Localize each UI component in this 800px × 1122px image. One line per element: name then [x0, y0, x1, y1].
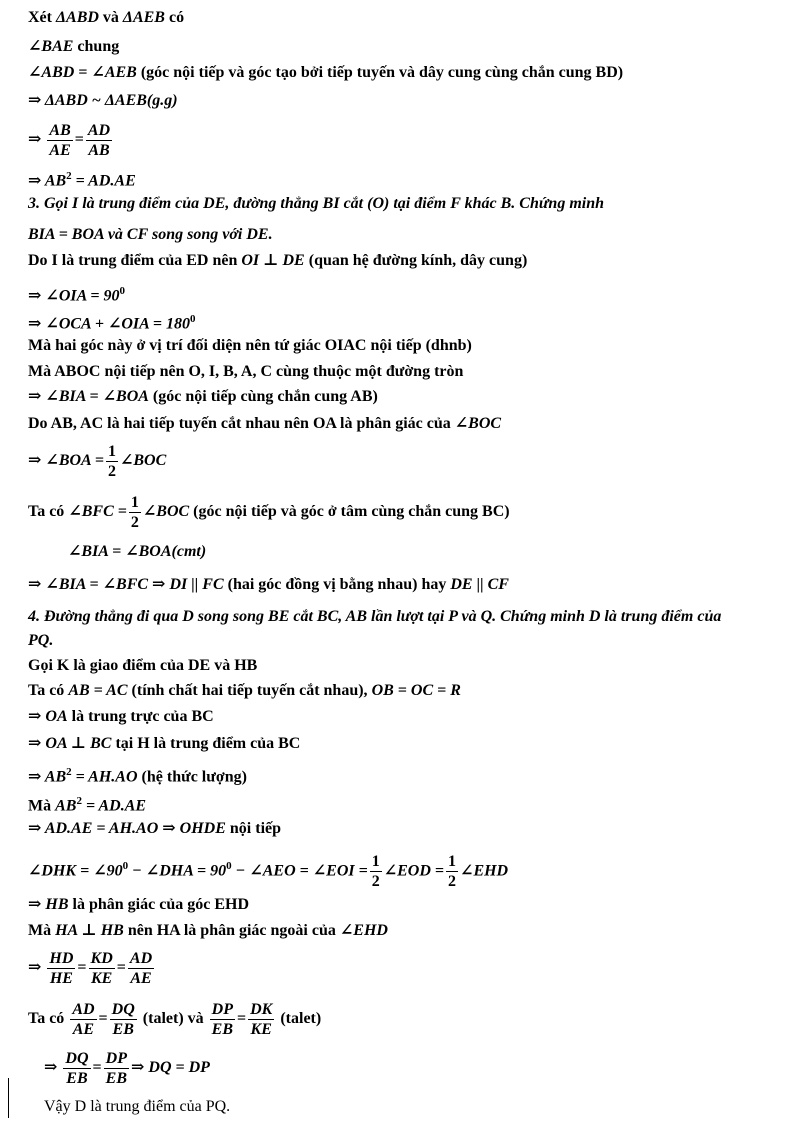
formula-line: ∠DHK = $\angle 90^0$ − ∠DHA = $90^0$ − ∠AEO = ∠EOI = $\frac{1}{2}$ ∠EOD = $\frac{1}{2}$ ∠EHD — [28, 853, 509, 891]
text-line: Do AB, AC là hai tiếp tuyến cắt nhau nên OA là phân giác của ∠BOC — [28, 415, 502, 432]
text-line: ⇒ ∠BIA = ∠BFC ⇒ DI || FC (hai góc đồng vị bằng nhau) hay DE || CF — [28, 576, 509, 593]
fraction: $\frac{DQ}{EB}$ — [65, 1049, 89, 1087]
fraction: $\frac{AD}{AE}$ — [129, 949, 153, 987]
formula-line: ⇒ $\frac{DQ}{EB}$ = $\frac{DP}{EB}$ ⇒ DQ = DP — [44, 1049, 210, 1087]
formula-line: ⇒ $\frac{HD}{HE}$ = $\frac{KD}{KE}$ = $\frac{AD}{AE}$ — [28, 949, 153, 987]
text-line: ∠BAE chung — [28, 38, 120, 55]
text-line: Mà HA ⊥ HB nên HA là phân giác ngoài của ∠EHD — [28, 922, 388, 939]
text-line: ⇒ OA là trung trực của BC — [28, 708, 214, 725]
text-line: Ta có AB = AC (tính chất hai tiếp tuyến cắt nhau), OB = OC = R — [28, 682, 461, 699]
fraction: $\frac{1}{2}$ — [130, 493, 139, 531]
section-3-heading-cont: BIA = BOA và CF song song với DE. — [28, 226, 273, 243]
fraction: $\frac{DK}{KE}$ — [250, 1000, 273, 1038]
fraction: $\frac{KD}{KE}$ — [90, 949, 113, 987]
fraction: $\frac{AD}{AB}$ — [87, 121, 111, 159]
text-line: Gọi K là giao điểm của DE và HB — [28, 657, 258, 674]
formula-line: Ta có $\frac{AD}{AE}$ = $\frac{DQ}{EB}$ (talet) và $\frac{DP}{EB}$ = $\frac{DK}{KE}$ (talet) — [28, 1000, 322, 1038]
fraction: $\frac{1}{2}$ — [371, 853, 380, 891]
text-line: ⇒ HB là phân giác của góc EHD — [28, 896, 249, 913]
text-line: ⇒ $AB^2 = AH.AO$ (hệ thức lượng) — [28, 766, 247, 786]
formula-line: Ta có ∠BFC = $\frac{1}{2}$ ∠BOC (góc nội tiếp và góc ở tâm cùng chắn cung BC) — [28, 493, 510, 531]
text-line: Mà $AB^2 = AD.AE$ — [28, 795, 147, 815]
text-line: ⇒ OA ⊥ BC tại H là trung điểm của BC — [28, 735, 301, 752]
text-line: Mà hai góc này ở vị trí đối diện nên tứ giác OIAC nội tiếp (dhnb) — [28, 337, 472, 354]
formula-line: ⇒ ∠BOA = $\frac{1}{2}$ ∠BOC — [28, 442, 167, 480]
section-4-heading: 4. Đường thẳng đi qua D song song BE cắt BC, AB lần lượt tại P và Q. Chứng minh D là trung điểm của — [28, 608, 722, 625]
fraction: $\frac{DP}{EB}$ — [211, 1000, 233, 1038]
text-line: Mà ABOC nội tiếp nên O, I, B, A, C cùng thuộc một đường tròn — [28, 363, 464, 380]
text-line: ⇒ $AB^2 = AD.AE$ — [28, 170, 136, 190]
text-line: ⇒ AD.AE = AH.AO ⇒ OHDE nội tiếp — [28, 820, 282, 837]
text-line: ∠ABD = ∠AEB (góc nội tiếp và góc tạo bởi tiếp tuyến và dây cung cùng chắn cung BD) — [28, 64, 624, 81]
text-line: Do I là trung điểm của ED nên OI ⊥ DE (quan hệ đường kính, dây cung) — [28, 252, 528, 269]
fraction: $\frac{1}{2}$ — [448, 853, 457, 891]
text-line: ⇒ ∠OIA = $90^0$ — [28, 285, 125, 305]
text-line: ∠BIA = ∠BOA(cmt) — [68, 543, 207, 560]
text-line: ⇒ ∠OCA + ∠OIA = $180^0$ — [28, 313, 196, 333]
formula-line: ⇒ $\frac{AB}{AE}$ = $\frac{AD}{AB}$ — [28, 121, 111, 159]
fraction: $\frac{AD}{AE}$ — [72, 1000, 95, 1038]
fraction: $\frac{1}{2}$ — [107, 442, 116, 480]
conclusion-line: Vậy D là trung điểm của PQ. — [44, 1098, 231, 1115]
section-3-heading: 3. Gọi I là trung điểm của DE, đường thẳng BI cắt (O) tại điểm F khác B. Chứng minh — [28, 195, 605, 212]
fraction: $\frac{AB}{AE}$ — [49, 121, 71, 159]
fraction: $\frac{DP}{EB}$ — [105, 1049, 127, 1087]
fraction: $\frac{DQ}{EB}$ — [111, 1000, 135, 1038]
margin-line — [8, 1078, 9, 1118]
text-line: ⇒ ΔABD ~ ΔAEB(g.g) — [28, 92, 178, 109]
text-line: Xét ΔABD và ΔAEB có — [28, 9, 185, 26]
section-4-heading-cont: PQ. — [28, 632, 54, 649]
text-line: ⇒ ∠BIA = ∠BOA (góc nội tiếp cùng chắn cung AB) — [28, 388, 378, 405]
fraction: $\frac{HD}{HE}$ — [49, 949, 74, 987]
